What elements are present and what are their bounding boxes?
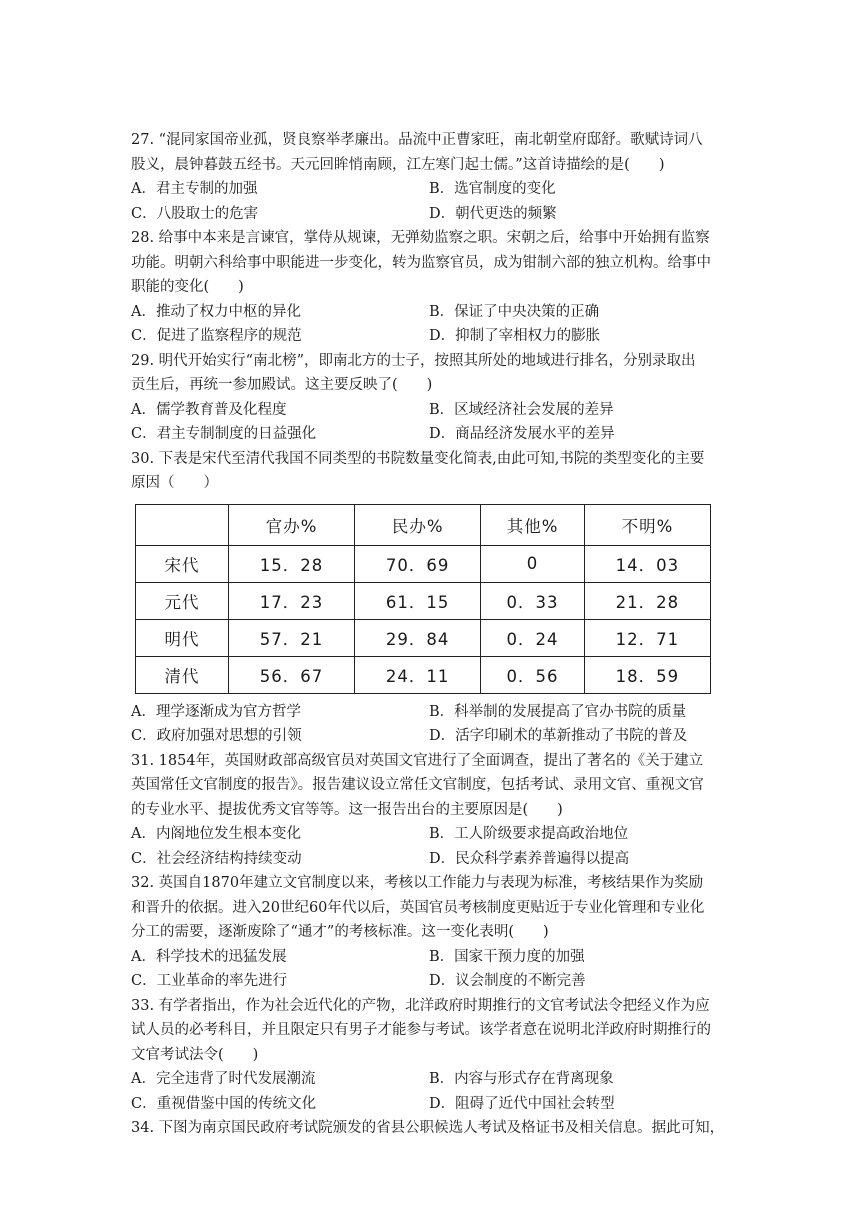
question-4 (131, 749, 731, 872)
answer-options (131, 1067, 731, 1116)
table-cell: 0．24 (481, 619, 585, 656)
question-stem-line: 试人员的必考科目，并且限定只有男子才能参与考试。该学者意在说明北洋政府时期推行的 (131, 1022, 711, 1038)
question-stem-line: 文官考试法令( ) (131, 1046, 259, 1063)
table-row (136, 545, 711, 582)
answer-options (131, 398, 731, 447)
answer-option: C．政府加强对思想的引领 (131, 728, 302, 744)
answer-option: B．科举制的发展提高了官办书院的质量 (429, 703, 687, 720)
question-stem-line: 和晋升的依据。进入20世纪60年代以后，英国官员考核制度更贴近于专业化管理和专业化 (131, 899, 705, 916)
answer-option: A．君主专制的加强 (131, 181, 258, 197)
table-row (136, 656, 711, 693)
answer-option: D．商品经济发展水平的差异 (429, 426, 615, 442)
table-header-cell: 民办% (355, 504, 481, 545)
table-cell: 12．71 (584, 619, 710, 656)
table-header-cell: 其他% (481, 504, 585, 545)
question-5 (131, 871, 731, 994)
question-stem-line: 的专业水平、提拔优秀文官等等。这一报告出台的主要原因是( ) (131, 801, 563, 818)
answer-option: C．社会经济结构持续变动 (131, 850, 302, 867)
answer-option: D．议会制度的不断完善 (429, 973, 586, 989)
table-cell: 56．67 (229, 656, 355, 693)
table-header-row (136, 504, 711, 545)
answer-options (131, 822, 731, 871)
answer-option: C．重视借鉴中国的传统文化 (131, 1095, 317, 1112)
table-cell: 15．28 (229, 545, 355, 582)
table-cell: 14．03 (584, 545, 710, 582)
question-7 (131, 1116, 731, 1141)
question-list (131, 128, 731, 1141)
table-cell: 24．11 (355, 656, 481, 693)
question-stem-line: 29. 明代开始实行“南北榜”，即南北方的士子，按照其所处的地域进行排名，分别录取出 (131, 352, 696, 369)
answer-option: A．推动了权力中枢的异化 (131, 303, 301, 320)
question-6 (131, 994, 731, 1117)
question-stem-line: 股义，晨钟暮鼓五经书。天元回眸悄南顾，江左寒门起士儒。”这首诗描绘的是( ) (131, 156, 665, 173)
answer-options (131, 300, 731, 349)
academy-type-table (135, 504, 711, 694)
answer-option: D．抑制了宰相权力的膨胀 (429, 328, 601, 344)
question-stem-line: 英国常任文官制度的报告》。报告建议设立常任文官制度，包括考试、录用文官、重视文官 (131, 777, 704, 793)
table-cell: 29．84 (355, 619, 481, 656)
question-stem-line: 28. 给事中本来是言谏官，掌侍从规谏，无弹劾监察之职。宋朝之后，给事中开始拥有监察 (131, 230, 710, 246)
question-3 (131, 447, 731, 749)
question-stem-line: 分工的需要，逐渐废除了“通才”的考核标准。这一变化表明( ) (131, 924, 549, 940)
answer-option: C．促进了监察程序的规范 (131, 328, 302, 344)
table-row (136, 619, 711, 656)
question-1 (131, 226, 731, 349)
answer-option: D．阻碍了近代中国社会转型 (429, 1095, 615, 1112)
answer-option: A．儒学教育普及化程度 (131, 401, 287, 418)
answer-option: B．工人阶级要求提高政治地位 (429, 826, 629, 842)
answer-option: A．科学技术的迅猛发展 (131, 948, 287, 965)
table-cell: 17．23 (229, 582, 355, 619)
question-stem-line: 贡生后，再统一参加殿试。这主要反映了( ) (131, 377, 433, 393)
answer-option: D．民众科学素养普遍得以提高 (429, 850, 630, 867)
answer-option: B．国家干预力度的加强 (429, 948, 585, 965)
table-header-cell: 官办% (229, 504, 355, 545)
answer-option: D．朝代更迭的频繁 (429, 205, 557, 222)
answer-option: D．活字印刷术的革新推动了书院的普及 (429, 728, 688, 744)
answer-option: A．理学逐渐成为官方哲学 (131, 703, 301, 720)
answer-options (131, 177, 731, 226)
table-header-cell: 不明% (584, 504, 710, 545)
table-cell: 57．21 (229, 619, 355, 656)
answer-option: B．区域经济社会发展的差异 (429, 401, 614, 418)
answer-options (131, 700, 731, 749)
table-cell: 70．69 (355, 545, 481, 582)
answer-option: B．保证了中央决策的正确 (429, 303, 600, 320)
table-cell: 18．59 (584, 656, 710, 693)
question-stem-line: 33. 有学者指出，作为社会近代化的产物，北洋政府时期推行的文官考试法令把经义作为应 (131, 997, 710, 1014)
answer-option: C．八股取士的危害 (131, 205, 259, 222)
answer-option: C．君主专制制度的日益强化 (131, 426, 317, 442)
table-cell: 0．56 (481, 656, 585, 693)
table-header-cell (136, 504, 229, 545)
table-cell: 61．15 (355, 582, 481, 619)
table-row-label: 清代 (136, 656, 229, 693)
table-row-label: 宋代 (136, 545, 229, 582)
question-stem-line: 30. 下表是宋代至清代我国不同类型的书院数量变化简表,由此可知,书院的类型变化的主要 (131, 450, 705, 467)
question-stem-line: 31. 1854年，英国财政部高级官员对英国文官进行了全面调查，提出了著名的《关于建立 (131, 752, 704, 769)
table-cell: 21．28 (584, 582, 710, 619)
table-row-label: 明代 (136, 619, 229, 656)
question-stem-line: 原因（ ） (131, 475, 218, 491)
table-row-label: 元代 (136, 582, 229, 619)
answer-options (131, 945, 731, 994)
answer-option: B．选官制度的变化 (429, 181, 556, 197)
question-2 (131, 349, 731, 447)
table-cell: 0．33 (481, 582, 585, 619)
table-cell: 0 (481, 545, 585, 582)
question-stem-line: 27. “混同家国帝业孤，贤良察举孝廉出。品流中正曹家旺，南北朝堂府邸舒。歌赋诗词八 (131, 132, 703, 148)
answer-option: A．完全违背了时代发展潮流 (131, 1071, 316, 1087)
answer-option: C．工业革命的率先进行 (131, 973, 288, 989)
table-row (136, 582, 711, 619)
question-stem-line: 职能的变化( ) (131, 279, 244, 295)
answer-option: B．内容与形式存在背离现象 (429, 1071, 614, 1087)
question-stem-line: 32. 英国自1870年建立文官制度以来，考核以工作能力与表现为标准，考核结果作为奖励 (131, 875, 704, 891)
question-0 (131, 128, 731, 226)
question-stem-line: 34. 下图为南京国民政府考试院颁发的省县公职候选人考试及格证书及相关信息。据此可知， (131, 1120, 725, 1136)
answer-option: A．内阁地位发生根本变化 (131, 826, 301, 842)
question-stem-line: 功能。明朝六科给事中职能进一步变化，转为监察官员，成为钳制六部的独立机构。给事中 (131, 254, 711, 271)
